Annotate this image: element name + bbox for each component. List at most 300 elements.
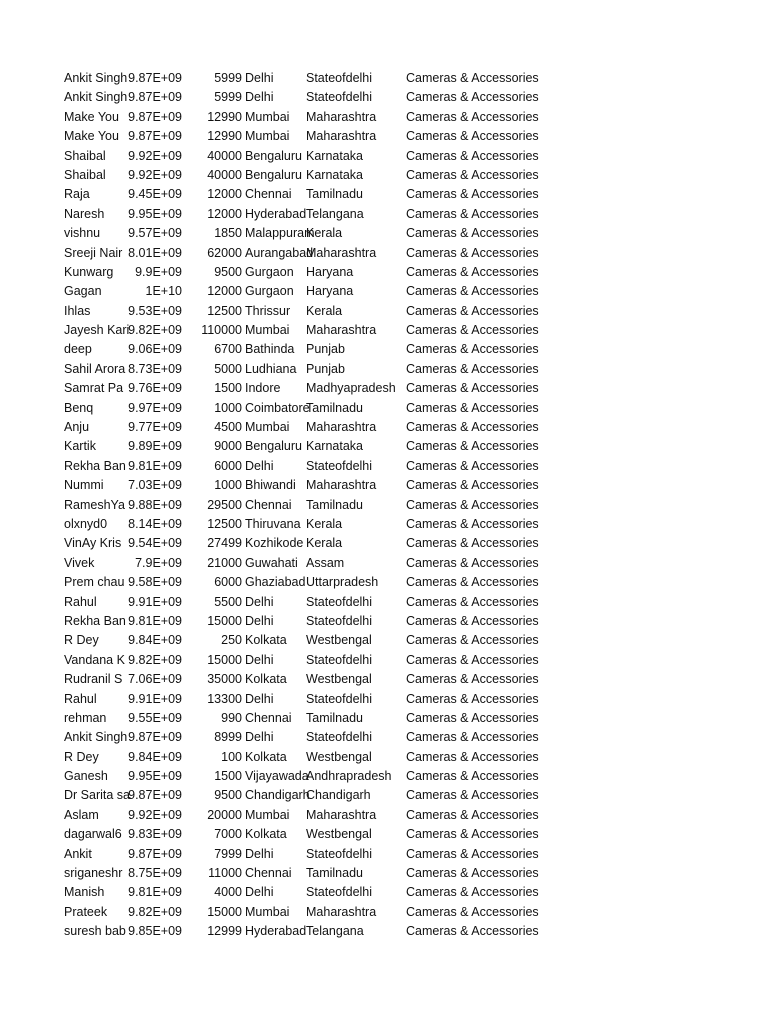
phone-cell: 9.85E+09 (128, 924, 182, 939)
table-row (0, 845, 768, 864)
table-row (0, 166, 768, 185)
city-cell: Gurgaon (245, 284, 294, 299)
name-cell: Naresh (64, 206, 105, 221)
category-cell: Cameras & Accessories (406, 691, 539, 706)
phone-cell: 7.06E+09 (128, 672, 182, 687)
phone-cell: 7.9E+09 (135, 555, 182, 570)
amount-cell: 9000 (214, 439, 242, 454)
state-cell: Karnataka (306, 148, 363, 163)
state-cell: Maharashtra (306, 478, 377, 493)
city-cell: Delhi (245, 730, 274, 745)
name-cell: Ankit Singh (64, 71, 128, 85)
state-cell: Stateofdelhi (306, 71, 373, 85)
category-cell: Cameras & Accessories (406, 284, 539, 299)
state-cell: Maharashtra (306, 323, 377, 338)
state-cell: Westbengal (306, 672, 372, 687)
table-row (0, 263, 768, 282)
table-row (0, 379, 768, 398)
phone-cell: 9.82E+09 (128, 652, 182, 667)
table-row (0, 825, 768, 844)
state-cell: Tamilnadu (306, 866, 363, 881)
state-cell: Punjab (306, 342, 345, 357)
name-cell: R Dey (64, 633, 99, 648)
table-row (0, 399, 768, 418)
spreadsheet-table (0, 69, 768, 942)
state-cell: Chandigarh (306, 788, 371, 803)
city-cell: Bathinda (245, 342, 295, 357)
phone-cell: 9.77E+09 (128, 420, 182, 435)
city-cell: Thiruvana (245, 516, 301, 531)
category-cell: Cameras & Accessories (406, 846, 539, 861)
phone-cell: 9.9E+09 (135, 264, 182, 279)
phone-cell: 9.87E+09 (128, 730, 182, 745)
amount-cell: 4500 (214, 420, 242, 435)
category-cell: Cameras & Accessories (406, 924, 539, 939)
amount-cell: 62000 (207, 245, 242, 260)
city-cell: Thrissur (245, 303, 291, 318)
category-cell: Cameras & Accessories (406, 187, 539, 202)
category-cell: Cameras & Accessories (406, 226, 539, 241)
state-cell: Stateofdelhi (306, 613, 373, 628)
state-cell: Tamilnadu (306, 187, 363, 202)
name-cell: dagarwal6 (64, 827, 122, 842)
state-cell: Andhrapradesh (306, 769, 392, 784)
state-cell: Tamilnadu (306, 710, 363, 725)
state-cell: Maharashtra (306, 807, 377, 822)
category-cell: Cameras & Accessories (406, 866, 539, 881)
category-cell: Cameras & Accessories (406, 342, 539, 357)
table-row (0, 244, 768, 263)
amount-cell: 12999 (207, 924, 242, 939)
table-row (0, 69, 768, 88)
amount-cell: 5000 (214, 361, 242, 376)
table-row (0, 127, 768, 146)
name-cell: Kunwarg (64, 264, 114, 279)
city-cell: Ghaziabad (245, 575, 306, 590)
phone-cell: 9.95E+09 (128, 206, 182, 221)
state-cell: Kerala (306, 516, 343, 531)
amount-cell: 1000 (214, 478, 242, 493)
category-cell: Cameras & Accessories (406, 323, 539, 338)
phone-cell: 9.76E+09 (128, 381, 182, 396)
city-cell: Delhi (245, 613, 274, 628)
amount-cell: 40000 (207, 148, 242, 163)
state-cell: Stateofdelhi (306, 885, 373, 900)
amount-cell: 9500 (214, 264, 242, 279)
city-cell: Delhi (245, 846, 274, 861)
amount-cell: 8999 (214, 730, 242, 745)
city-cell: Mumbai (245, 904, 290, 919)
table-row (0, 476, 768, 495)
phone-cell: 9.87E+09 (128, 109, 182, 124)
category-cell: Cameras & Accessories (406, 730, 539, 745)
name-cell: RameshYa (64, 497, 125, 512)
state-cell: Stateofdelhi (306, 594, 373, 609)
category-cell: Cameras & Accessories (406, 206, 539, 221)
state-cell: Maharashtra (306, 904, 377, 919)
category-cell: Cameras & Accessories (406, 400, 539, 415)
category-cell: Cameras & Accessories (406, 478, 539, 493)
name-cell: Kartik (64, 439, 96, 454)
state-cell: Haryana (306, 284, 354, 299)
table-row (0, 922, 768, 941)
state-cell: Stateofdelhi (306, 90, 373, 105)
category-cell: Cameras & Accessories (406, 672, 539, 687)
phone-cell: 8.14E+09 (128, 516, 182, 531)
phone-cell: 9.81E+09 (128, 885, 182, 900)
category-cell: Cameras & Accessories (406, 71, 539, 85)
category-cell: Cameras & Accessories (406, 361, 539, 376)
amount-cell: 5500 (214, 594, 242, 609)
amount-cell: 40000 (207, 167, 242, 182)
phone-cell: 9.06E+09 (128, 342, 182, 357)
table-row (0, 728, 768, 747)
city-cell: Gurgaon (245, 264, 294, 279)
table-row (0, 534, 768, 553)
state-cell: Karnataka (306, 439, 363, 454)
category-cell: Cameras & Accessories (406, 652, 539, 667)
category-cell: Cameras & Accessories (406, 904, 539, 919)
name-cell: Rekha Ban (64, 613, 126, 628)
phone-cell: 9.87E+09 (128, 71, 182, 85)
category-cell: Cameras & Accessories (406, 885, 539, 900)
state-cell: Kerala (306, 226, 343, 241)
name-cell: Ankit (64, 846, 92, 861)
category-cell: Cameras & Accessories (406, 575, 539, 590)
name-cell: Shaibal (64, 167, 106, 182)
city-cell: Chennai (245, 497, 292, 512)
table-row (0, 321, 768, 340)
table-row (0, 612, 768, 631)
name-cell: Raja (64, 187, 90, 202)
city-cell: Delhi (245, 594, 274, 609)
phone-cell: 9.84E+09 (128, 633, 182, 648)
city-cell: Delhi (245, 691, 274, 706)
amount-cell: 100 (221, 749, 242, 764)
category-cell: Cameras & Accessories (406, 90, 539, 105)
city-cell: Bengaluru (245, 439, 302, 454)
state-cell: Maharashtra (306, 109, 377, 124)
name-cell: Ihlas (64, 303, 91, 318)
name-cell: Rahul (64, 691, 97, 706)
phone-cell: 8.73E+09 (128, 361, 182, 376)
amount-cell: 5999 (214, 71, 242, 85)
table-row (0, 883, 768, 902)
state-cell: Stateofdelhi (306, 730, 373, 745)
amount-cell: 1000 (214, 400, 242, 415)
category-cell: Cameras & Accessories (406, 613, 539, 628)
amount-cell: 35000 (207, 672, 242, 687)
state-cell: Madhyapradesh (306, 381, 396, 396)
phone-cell: 9.82E+09 (128, 904, 182, 919)
amount-cell: 29500 (207, 497, 242, 512)
category-cell: Cameras & Accessories (406, 381, 539, 396)
table-row (0, 147, 768, 166)
amount-cell: 11000 (208, 866, 242, 881)
category-cell: Cameras & Accessories (406, 594, 539, 609)
table-row (0, 302, 768, 321)
phone-cell: 8.75E+09 (128, 866, 182, 881)
city-cell: Guwahati (245, 555, 298, 570)
phone-cell: 9.84E+09 (128, 749, 182, 764)
name-cell: Gagan (64, 284, 102, 299)
name-cell: Rahul (64, 594, 97, 609)
table-row (0, 690, 768, 709)
city-cell: Ludhiana (245, 361, 297, 376)
table-row (0, 593, 768, 612)
phone-cell: 7.03E+09 (128, 478, 182, 493)
phone-cell: 9.57E+09 (128, 226, 182, 241)
name-cell: Sreeji Nair (64, 245, 123, 260)
city-cell: Chennai (245, 866, 292, 881)
phone-cell: 9.54E+09 (128, 536, 182, 551)
name-cell: Rudranil S (64, 672, 123, 687)
city-cell: Malappuram (245, 226, 315, 241)
amount-cell: 12000 (207, 284, 242, 299)
category-cell: Cameras & Accessories (406, 420, 539, 435)
amount-cell: 15000 (207, 652, 242, 667)
amount-cell: 110000 (201, 323, 242, 338)
amount-cell: 7000 (214, 827, 242, 842)
phone-cell: 9.83E+09 (128, 827, 182, 842)
name-cell: Aslam (64, 807, 99, 822)
table-row (0, 573, 768, 592)
name-cell: suresh bab (64, 924, 126, 939)
city-cell: Bhiwandi (245, 478, 296, 493)
table-row (0, 437, 768, 456)
phone-cell: 9.55E+09 (128, 710, 182, 725)
name-cell: Make You (64, 129, 119, 144)
phone-cell: 9.91E+09 (128, 594, 182, 609)
name-cell: Nummi (64, 478, 104, 493)
phone-cell: 9.82E+09 (128, 323, 182, 338)
phone-cell: 9.92E+09 (128, 148, 182, 163)
name-cell: sriganeshr (64, 866, 123, 881)
category-cell: Cameras & Accessories (406, 710, 539, 725)
city-cell: Hyderabad (245, 206, 307, 221)
phone-cell: 9.88E+09 (128, 497, 182, 512)
name-cell: Shaibal (64, 148, 106, 163)
amount-cell: 4000 (214, 885, 242, 900)
table-row (0, 418, 768, 437)
amount-cell: 21000 (207, 555, 242, 570)
city-cell: Kozhikode (245, 536, 304, 551)
city-cell: Vijayawada (245, 769, 309, 784)
city-cell: Kolkata (245, 827, 287, 842)
name-cell: Vandana K (64, 652, 125, 667)
amount-cell: 990 (221, 710, 242, 725)
name-cell: R Dey (64, 749, 99, 764)
city-cell: Delhi (245, 458, 274, 473)
table-row (0, 457, 768, 476)
amount-cell: 1500 (214, 769, 242, 784)
state-cell: Maharashtra (306, 129, 377, 144)
table-row (0, 767, 768, 786)
city-cell: Mumbai (245, 807, 290, 822)
name-cell: Rekha Ban (64, 458, 126, 473)
category-cell: Cameras & Accessories (406, 516, 539, 531)
category-cell: Cameras & Accessories (406, 458, 539, 473)
state-cell: Stateofdelhi (306, 458, 373, 473)
category-cell: Cameras & Accessories (406, 807, 539, 822)
city-cell: Mumbai (245, 323, 290, 338)
category-cell: Cameras & Accessories (406, 633, 539, 648)
phone-cell: 9.89E+09 (128, 439, 182, 454)
category-cell: Cameras & Accessories (406, 303, 539, 318)
city-cell: Chennai (245, 710, 292, 725)
name-cell: Ankit Singh (64, 90, 128, 105)
name-cell: rehman (64, 710, 107, 725)
category-cell: Cameras & Accessories (406, 788, 539, 803)
table-row (0, 224, 768, 243)
table-row (0, 631, 768, 650)
amount-cell: 12990 (207, 129, 242, 144)
state-cell: Stateofdelhi (306, 652, 373, 667)
phone-cell: 9.87E+09 (128, 788, 182, 803)
state-cell: Westbengal (306, 827, 372, 842)
table-row (0, 651, 768, 670)
table-row (0, 496, 768, 515)
category-cell: Cameras & Accessories (406, 827, 539, 842)
table-row (0, 340, 768, 359)
name-cell: Ganesh (64, 769, 108, 784)
name-cell: Dr Sarita sa (64, 788, 130, 803)
state-cell: Westbengal (306, 749, 372, 764)
amount-cell: 1500 (214, 381, 242, 396)
category-cell: Cameras & Accessories (406, 109, 539, 124)
city-cell: Delhi (245, 71, 274, 85)
state-cell: Maharashtra (306, 245, 377, 260)
table-row (0, 786, 768, 805)
city-cell: Chennai (245, 187, 292, 202)
state-cell: Assam (306, 555, 345, 570)
city-cell: Kolkata (245, 749, 287, 764)
category-cell: Cameras & Accessories (406, 555, 539, 570)
city-cell: Delhi (245, 90, 274, 105)
city-cell: Bengaluru (245, 148, 302, 163)
city-cell: Hyderabad (245, 924, 307, 939)
name-cell: Vivek (64, 555, 95, 570)
city-cell: Coimbatore (245, 400, 310, 415)
table-row (0, 903, 768, 922)
phone-cell: 9.45E+09 (128, 187, 182, 202)
state-cell: Uttarpradesh (306, 575, 379, 590)
phone-cell: 9.87E+09 (128, 129, 182, 144)
amount-cell: 20000 (207, 807, 242, 822)
name-cell: Jayesh Kari (64, 323, 130, 338)
state-cell: Telangana (306, 924, 364, 939)
name-cell: deep (64, 342, 92, 357)
name-cell: vishnu (64, 226, 101, 241)
city-cell: Aurangabad (245, 245, 314, 260)
phone-cell: 9.91E+09 (128, 691, 182, 706)
phone-cell: 9.53E+09 (128, 303, 182, 318)
amount-cell: 12000 (207, 187, 242, 202)
name-cell: olxnyd0 (64, 516, 108, 531)
name-cell: Make You (64, 109, 119, 124)
city-cell: Mumbai (245, 420, 290, 435)
name-cell: Prem chau (64, 575, 125, 590)
state-cell: Westbengal (306, 633, 372, 648)
category-cell: Cameras & Accessories (406, 769, 539, 784)
table-row (0, 282, 768, 301)
city-cell: Chandigarh (245, 788, 310, 803)
table-row (0, 360, 768, 379)
table-row (0, 205, 768, 224)
amount-cell: 1850 (214, 226, 242, 241)
amount-cell: 9500 (214, 788, 242, 803)
category-cell: Cameras & Accessories (406, 167, 539, 182)
city-cell: Mumbai (245, 109, 290, 124)
amount-cell: 6700 (214, 342, 242, 357)
amount-cell: 7999 (214, 846, 242, 861)
amount-cell: 12500 (207, 303, 242, 318)
city-cell: Bengaluru (245, 167, 302, 182)
amount-cell: 12500 (207, 516, 242, 531)
category-cell: Cameras & Accessories (406, 129, 539, 144)
name-cell: Samrat Pa (64, 381, 124, 396)
amount-cell: 12990 (207, 109, 242, 124)
name-cell: VinAy Kris (64, 536, 122, 551)
phone-cell: 8.01E+09 (128, 245, 182, 260)
name-cell: Ankit Singh (64, 730, 128, 745)
table-row (0, 108, 768, 127)
table-row (0, 185, 768, 204)
phone-cell: 9.81E+09 (128, 613, 182, 628)
state-cell: Tamilnadu (306, 400, 363, 415)
state-cell: Telangana (306, 206, 364, 221)
phone-cell: 9.92E+09 (128, 807, 182, 822)
amount-cell: 6000 (214, 575, 242, 590)
city-cell: Kolkata (245, 633, 287, 648)
amount-cell: 6000 (214, 458, 242, 473)
name-cell: Manish (64, 885, 105, 900)
phone-cell: 9.81E+09 (128, 458, 182, 473)
table-row (0, 554, 768, 573)
amount-cell: 250 (221, 633, 242, 648)
state-cell: Karnataka (306, 167, 363, 182)
phone-cell: 9.92E+09 (128, 167, 182, 182)
amount-cell: 5999 (214, 90, 242, 105)
name-cell: Benq (64, 400, 94, 415)
table-row (0, 806, 768, 825)
state-cell: Tamilnadu (306, 497, 363, 512)
state-cell: Punjab (306, 361, 345, 376)
phone-cell: 9.87E+09 (128, 846, 182, 861)
table-row (0, 864, 768, 883)
category-cell: Cameras & Accessories (406, 497, 539, 512)
city-cell: Mumbai (245, 129, 290, 144)
category-cell: Cameras & Accessories (406, 536, 539, 551)
category-cell: Cameras & Accessories (406, 264, 539, 279)
phone-cell: 9.87E+09 (128, 90, 182, 105)
category-cell: Cameras & Accessories (406, 439, 539, 454)
state-cell: Stateofdelhi (306, 691, 373, 706)
state-cell: Stateofdelhi (306, 846, 373, 861)
state-cell: Haryana (306, 264, 354, 279)
table-row (0, 670, 768, 689)
category-cell: Cameras & Accessories (406, 749, 539, 764)
table-row (0, 515, 768, 534)
phone-cell: 9.58E+09 (128, 575, 182, 590)
table-row (0, 748, 768, 767)
phone-cell: 9.95E+09 (128, 769, 182, 784)
state-cell: Maharashtra (306, 420, 377, 435)
table-row (0, 88, 768, 107)
amount-cell: 15000 (207, 904, 242, 919)
amount-cell: 15000 (207, 613, 242, 628)
amount-cell: 12000 (207, 206, 242, 221)
